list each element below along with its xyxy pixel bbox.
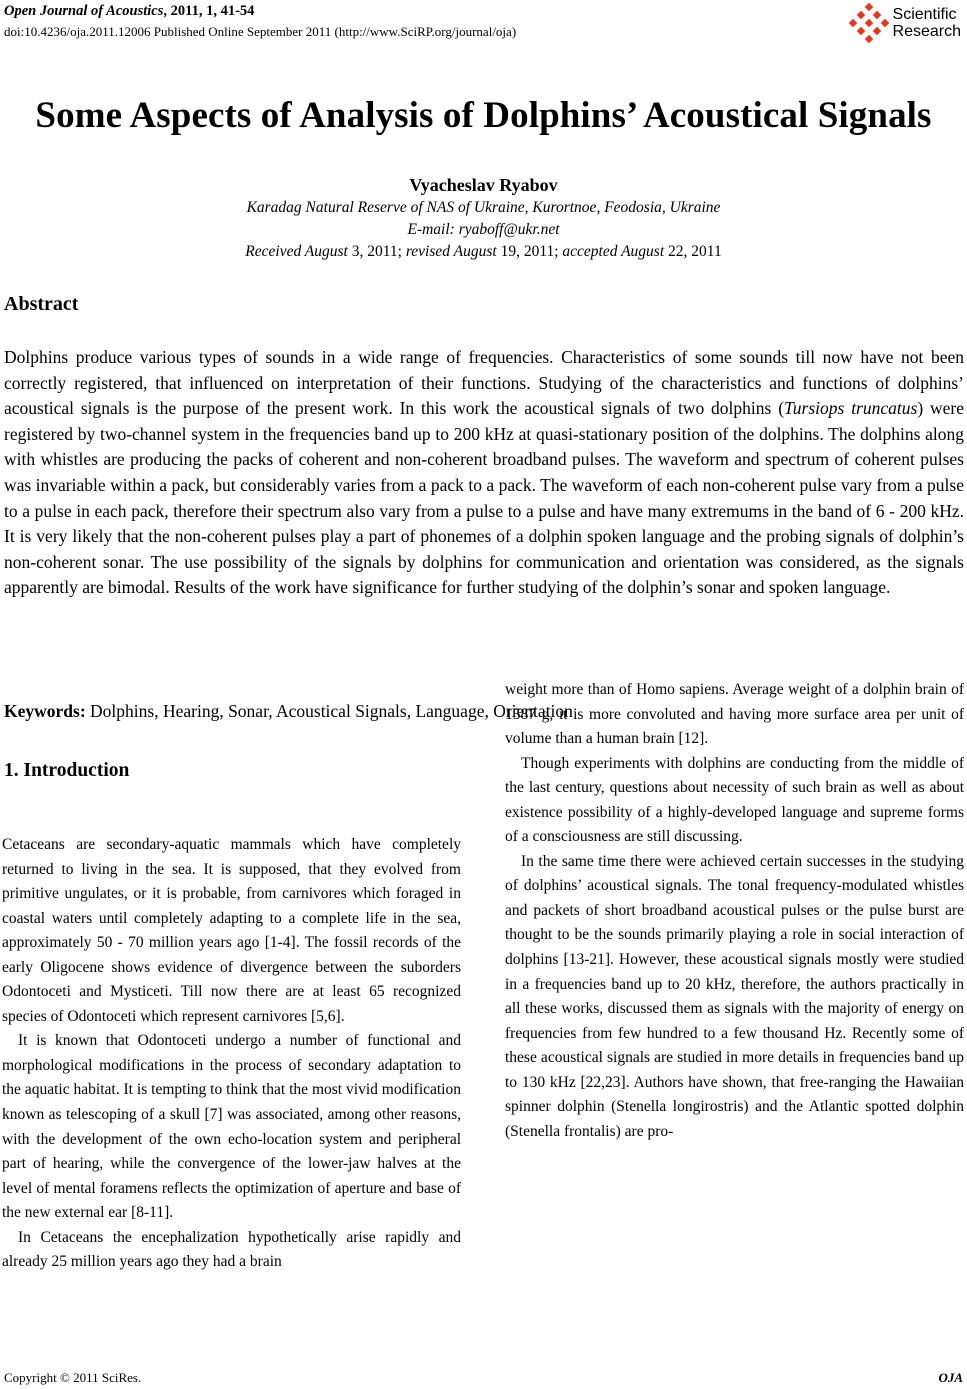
left-paragraph-1: Cetaceans are secondary-aquatic mammals which have completely returned to living in the sea. It is supposed, that they evolved from primitive ungulates, or it is probable, from carnivores which foraged in coastal waters until completely adapting to a complete life in the sea, approximately 50 - 70 million years ago [1-4]. The fossil records of the early Oligocene shows evidence of divergence between the suborders Odontoceti and Mysticeti. Till now there are at least 65 recognized species of Odontoceti which represent carnivores [5,6].	[2, 836, 461, 1025]
keywords-label: Keywords:	[4, 701, 86, 721]
revised-date: 19, 2011;	[496, 243, 563, 260]
scientific-research-logo-icon	[849, 3, 889, 43]
section-heading: 1. Introduction	[4, 760, 130, 781]
dates-line	[0, 243, 967, 261]
doi-line: doi:10.4236/oja.2011.12006 Published Online September 2011 (http://www.SciRP.org/journal/oja)	[4, 24, 517, 39]
right-column	[505, 678, 964, 1144]
revised-label: revised August	[405, 243, 497, 260]
publisher-logo	[849, 3, 961, 43]
right-paragraph-2: Though experiments with dolphins are conducting from the middle of the last century, questions about necessity of such brain as well as about existence possibility of a highly-developed language and supreme forms of a consciousness are still discussing.	[505, 754, 964, 846]
abstract-species: Tursiops truncatus	[784, 398, 918, 419]
journal-issue: , 2011, 1, 41-54	[163, 3, 255, 19]
accepted-label: accepted August	[562, 243, 665, 260]
email-address[interactable]: ryaboff@ukr.net	[458, 221, 560, 238]
logo-line-1: Scientific	[892, 6, 957, 23]
abstract-part-2: ) were registered by two-channel system in the frequencies band up to 200 kHz at quasi-stationary position of the dolphins. The dolphins along with whistles are producing the packs of coherent and non-coherent broadband pulses. The waveform and spectrum of coherent pulses was invariable within a pack, but considerably varies from a pack to a pack. The waveform of each non-coherent pulse vary from a pulse to a pulse in each pack, therefore their spectrum also vary from a pulse to a pulse and have many extremums in the band of 6 - 200 kHz. It is very likely that the non-coherent pulses play a part of phonemes of a dolphin spoken language and the probing signals of dolphin’s non-coherent sonar. The use possibility of the signals by dolphins for communication and orientation was considered, as the signals apparently are bimodal. Results of the work have significance for further studying of the dolphin’s sonar and spoken language.	[4, 398, 964, 598]
abstract-text	[4, 345, 964, 601]
copyright-notice: Copyright © 2011 SciRes.	[4, 1370, 142, 1385]
left-paragraph-3: In Cetaceans the encephalization hypothetically arise rapidly and already 25 million years ago they had a brain	[2, 1228, 461, 1271]
right-paragraph-1: weight more than of Homo sapiens. Average weight of a dolphin brain of 1587 g, it is more convoluted and having more surface area per unit of volume than a human brain [12].	[505, 681, 964, 748]
logo-text	[893, 6, 961, 40]
journal-citation	[4, 3, 254, 20]
journal-name: Open Journal of Acoustics	[4, 3, 164, 19]
keywords-text: Dolphins, Hearing, Sonar, Acoustical Signals, Language, Orientation	[85, 701, 573, 721]
received-label: Received August	[245, 243, 348, 260]
left-paragraph-2: It is known that Odontoceti undergo a number of functional and morphological modifications in the process of secondary adaptation to the aquatic habitat. It is tempting to think that the most vivid modification known as telescoping of a skull [7] was associated, among other reasons, with the development of the own echo-location system and peripheral part of hearing, while the convergence of the lower-jaw halves at the level of mental foramens reflects the optimization of aperture and base of the new external ear [8-11].	[2, 1032, 461, 1222]
received-date: 3, 2011;	[347, 243, 406, 260]
email-label: E-mail	[407, 221, 450, 238]
left-column	[2, 833, 461, 1275]
accepted-date: 22, 2011	[664, 243, 722, 260]
abstract-part-1: Dolphins produce various types of sounds in a wide range of frequencies. Characteristics of some sounds till now have not been correctly registered, that influenced on interpretation of their functions. Studying of the characteristics and functions of dolphins’ acoustical signals is the purpose of the present work. In this work the acoustical signals of two dolphins (	[4, 347, 964, 419]
abstract-heading: Abstract	[4, 293, 79, 315]
author-name: Vyacheslav Ryabov	[409, 175, 558, 195]
journal-abbreviation: OJA	[938, 1370, 963, 1385]
paper-title: Some Aspects of Analysis of Dolphins’ Acoustical Signals	[35, 95, 932, 136]
right-paragraph-3: In the same time there were achieved certain successes in the studying of dolphins’ acoustical signals. The tonal frequency-modulated whistles and packets of short broadband acoustical pulses or the pulse burst are thought to be the sounds primarily playing a role in social interaction of dolphins [13-21]. However, these acoustical signals mostly were studied in a frequencies band up to 20 kHz, therefore, the authors practically in all these works, discussed them as signals with the majority of energy on frequencies from few hundred to a few thousand Hz. Recently some of these acoustical signals are studied in more details in frequencies band up to 130 kHz [22,23]. Authors have shown, that free-ranging the Hawaiian spinner dolphin (Stenella longirostris) and the Atlantic spotted dolphin (Stenella frontalis) are pro-	[505, 852, 964, 1140]
keywords-line	[4, 701, 573, 722]
affiliation: Karadag Natural Reserve of NAS of Ukraine, Kurortnoe, Feodosia, Ukraine	[246, 199, 721, 216]
logo-line-2: Research	[892, 23, 961, 40]
email-line: E-mail: ryaboff@ukr.net	[407, 221, 560, 238]
